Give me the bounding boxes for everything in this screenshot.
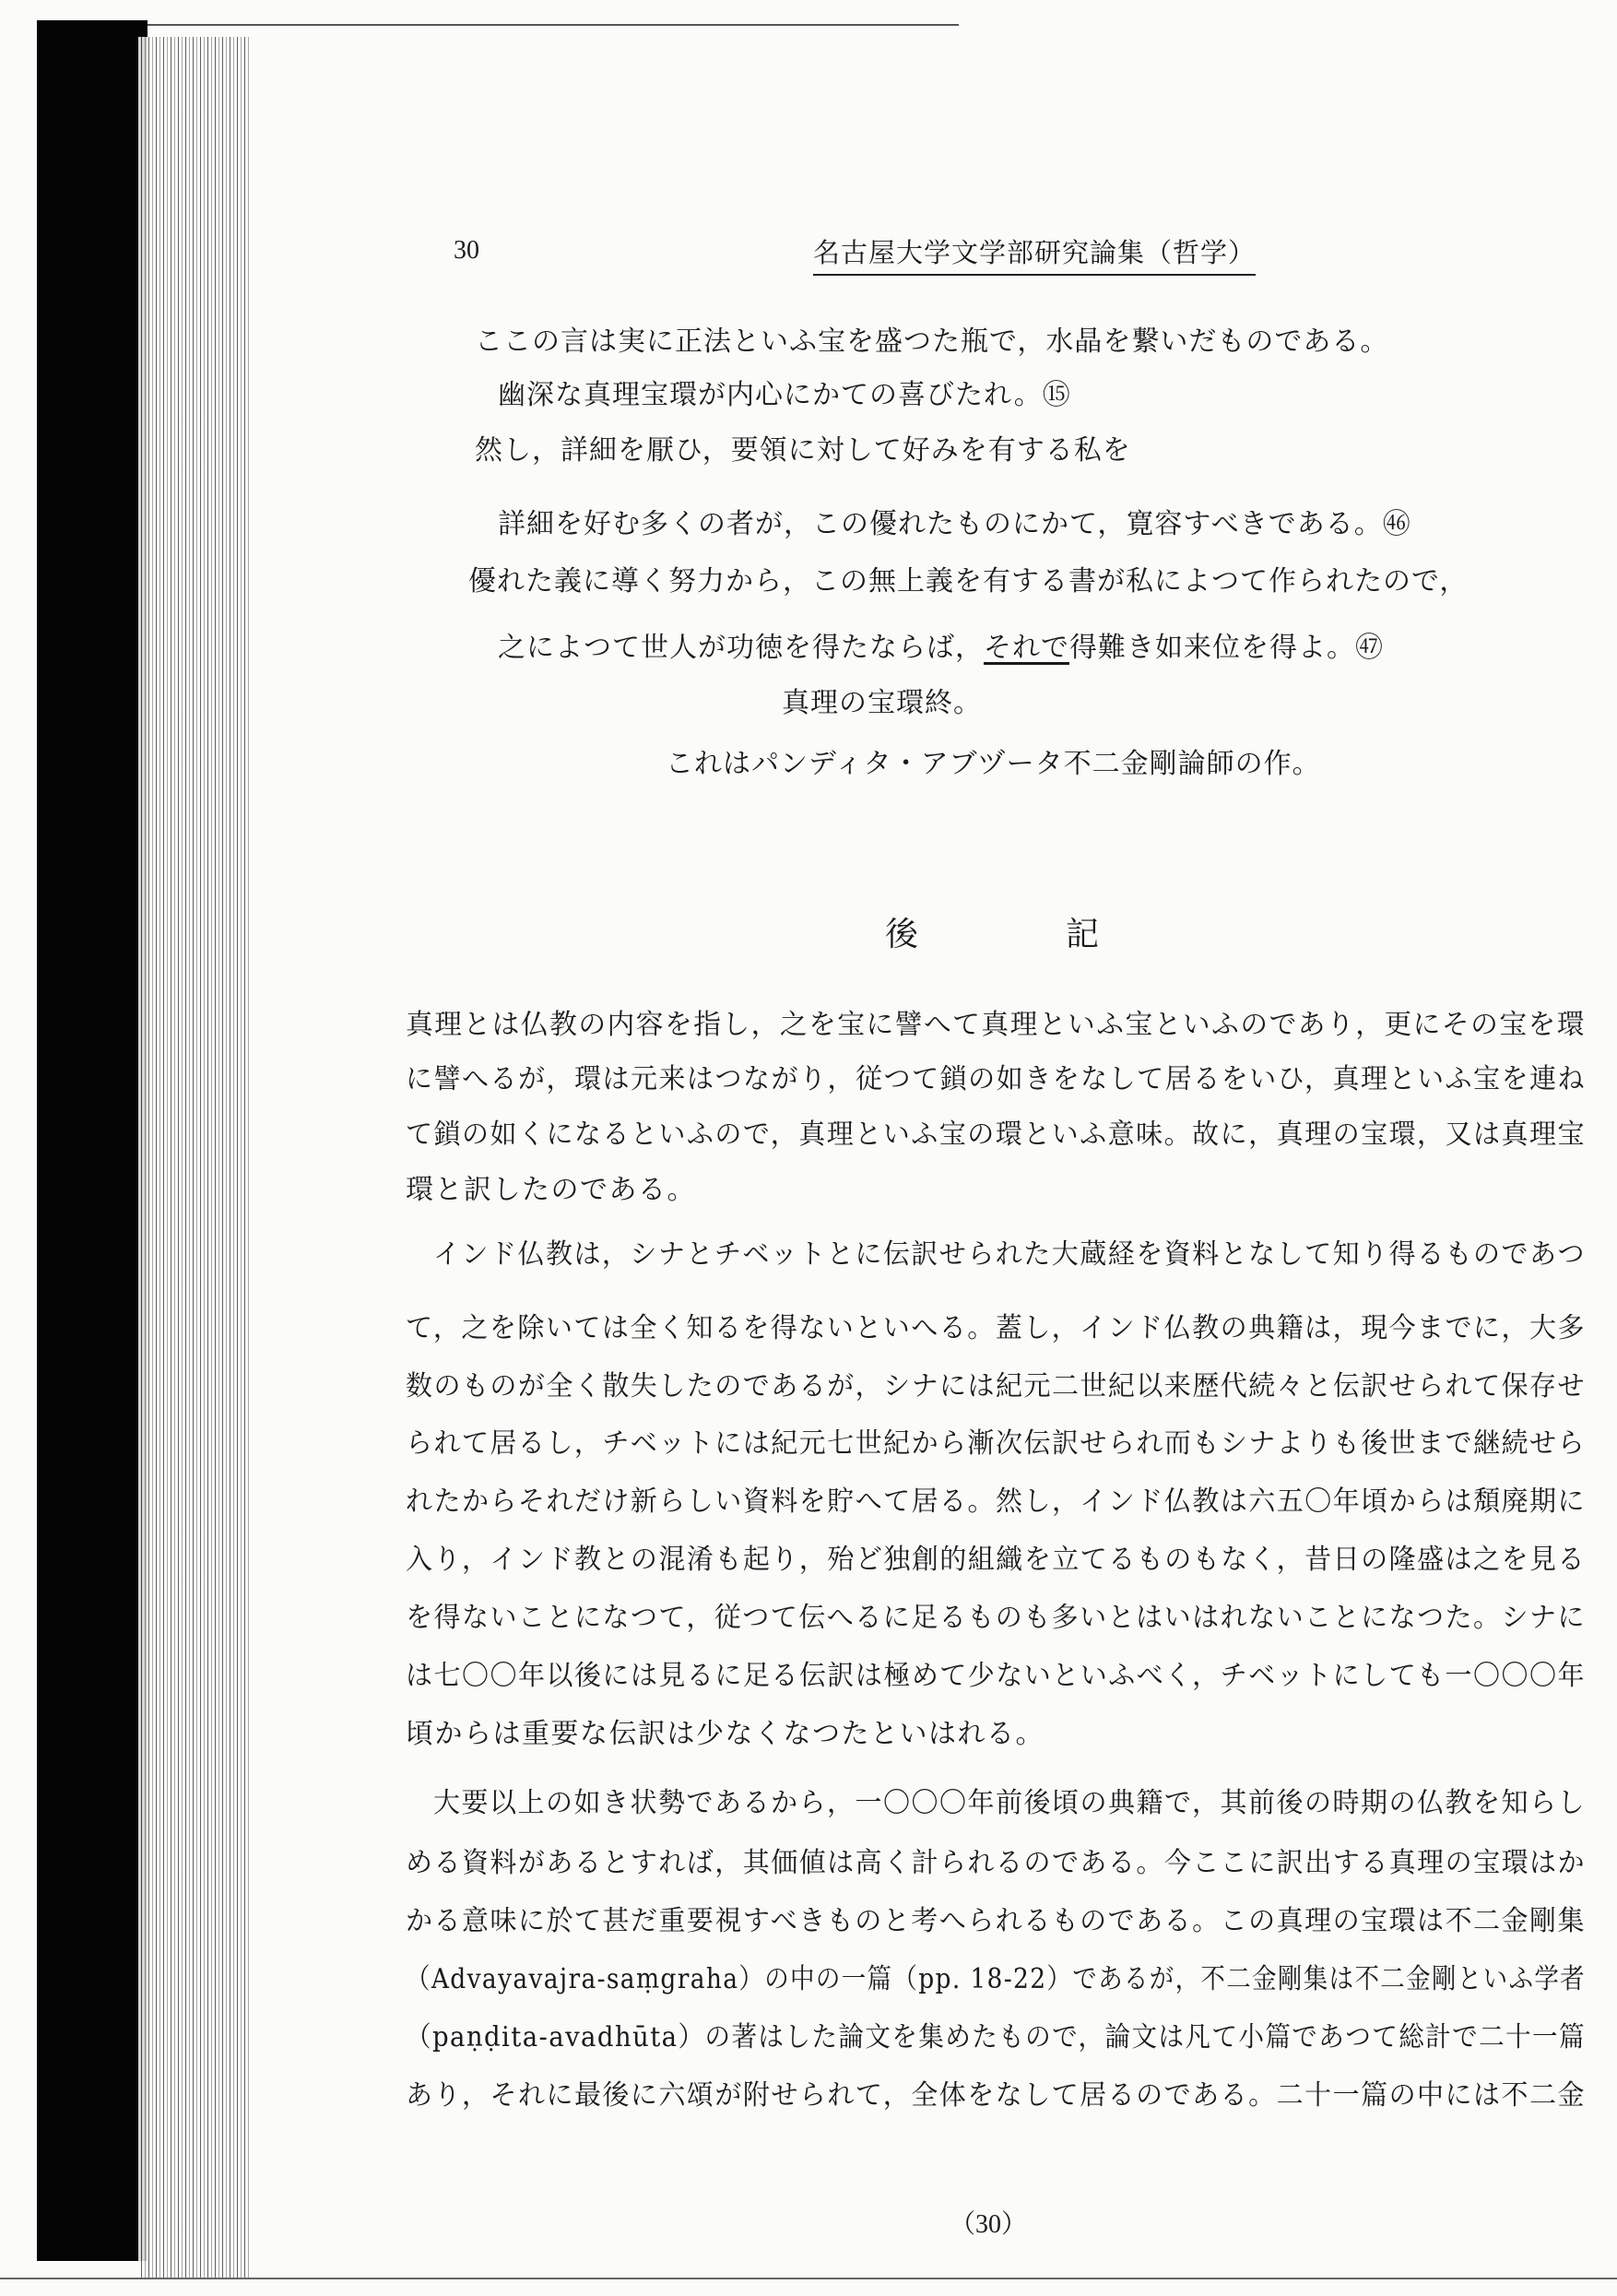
page-number: 30: [454, 236, 479, 265]
body-line: 環と訳したのである。: [406, 1174, 696, 1206]
body-line: を得ないことになつて，従つて伝へるに足るものも多いとはいはれないことになつた。シナに: [406, 1602, 1586, 1634]
body-line: 数のものが全く散失したのであるが，シナには紀元二世紀以来歴代続々と伝訳せられて保存せ: [406, 1370, 1586, 1402]
colophon-line: 真理の宝環終。: [782, 687, 982, 719]
verse-line: ここの言は実に正法といふ宝を盛つた瓶で，水晶を繋いだものである。: [475, 325, 1389, 358]
verse-text: 得難き如来位を得よ。㊼: [1069, 632, 1384, 664]
scan-bottom-edge: [0, 2278, 1617, 2279]
body-line: は七〇〇年以後には見るに足る伝訳は極めて少ないといふべく，チベットにしても一〇〇〇年: [406, 1660, 1586, 1692]
verse-line: 然し，詳細を厭ひ，要領に対して好みを有する私を: [475, 434, 1131, 467]
section-title: 後記: [885, 916, 1247, 953]
footer-page-label: （30）: [950, 2210, 1028, 2239]
page-edge-stack: [138, 37, 249, 2278]
book-binding-shadow: [37, 20, 148, 2261]
body-line: られて居るし，チベットには紀元七世紀から漸次伝訳せられ而もシナよりも後世まで継続せら: [406, 1427, 1586, 1460]
body-line: 入り，インド教との混淆も起り，殆ど独創的組織を立てるものもなく，昔日の隆盛は之を見る: [406, 1544, 1586, 1576]
body-line: （paṇḍita-avadhūta）の著はした論文を集めたもので，論文は凡て小篇であつて総計で二十一篇: [406, 2021, 1586, 2053]
colophon-line: これはパンディタ・アブヅータ不二金剛論師の作。: [666, 748, 1321, 780]
underlined-phrase: それで: [984, 632, 1069, 664]
body-line: て，之を除いては全く知るを得ないといへる。蓋し，インド仏教の典籍は，現今までに，大多: [406, 1312, 1586, 1344]
verse-line: [498, 624, 1384, 665]
body-line: 真理とは仏教の内容を指し，之を宝に譬へて真理といふ宝といふのであり，更にその宝を環: [406, 1009, 1586, 1041]
body-line: て鎖の如くになるといふので，真理といふ宝の環といふ意味。故に，真理の宝環，又は真理宝: [406, 1118, 1586, 1151]
body-line: に譬へるが，環は元来はつながり，従つて鎖の如きをなして居るをいひ，真理といふ宝を連ね: [406, 1063, 1586, 1095]
body-line: 大要以上の如き状勢であるから，一〇〇〇年前後頃の典籍で，其前後の時期の仏教を知らし: [433, 1787, 1586, 1819]
verse-text: 之によつて世人が功徳を得たならば，: [498, 632, 984, 664]
body-line: あり，それに最後に六頌が附せられて，全体をなして居るのである。二十一篇の中には不二金: [406, 2079, 1586, 2112]
body-line: 頃からは重要な伝訳は少なくなつたといはれる。: [406, 1718, 1045, 1750]
verse-line: 詳細を好む多くの者が，この優れたものにかて，寛容すべきである。㊻: [498, 508, 1411, 540]
scan-top-edge: [148, 24, 959, 26]
body-line: める資料があるとすれば，其価値は高く計られるのである。今ここに訳出する真理の宝環はか: [406, 1847, 1586, 1879]
verse-line: 幽深な真理宝環が内心にかての喜びたれ。⑮: [498, 379, 1071, 411]
body-line: かる意味に於て甚だ重要視すべきものと考へられるものである。この真理の宝環は不二金剛集: [406, 1905, 1586, 1937]
body-line: （Advayavajra-saṃgraha）の中の一篇（pp. 18-22）であるが，不二金剛集は不二金剛といふ学者: [406, 1963, 1586, 1995]
body-line: インド仏教は，シナとチベットとに伝訳せられた大蔵経を資料となして知り得るものであつ: [433, 1238, 1586, 1271]
verse-line: 優れた義に導く努力から，この無上義を有する書が私によつて作られたので，: [468, 565, 1469, 598]
body-line: れたからそれだけ新らしい資料を貯へて居る。然し，インド仏教は六五〇年頃からは頽廃期に: [406, 1485, 1586, 1518]
running-title: 名古屋大学文学部研究論集（哲学）: [813, 232, 1256, 276]
